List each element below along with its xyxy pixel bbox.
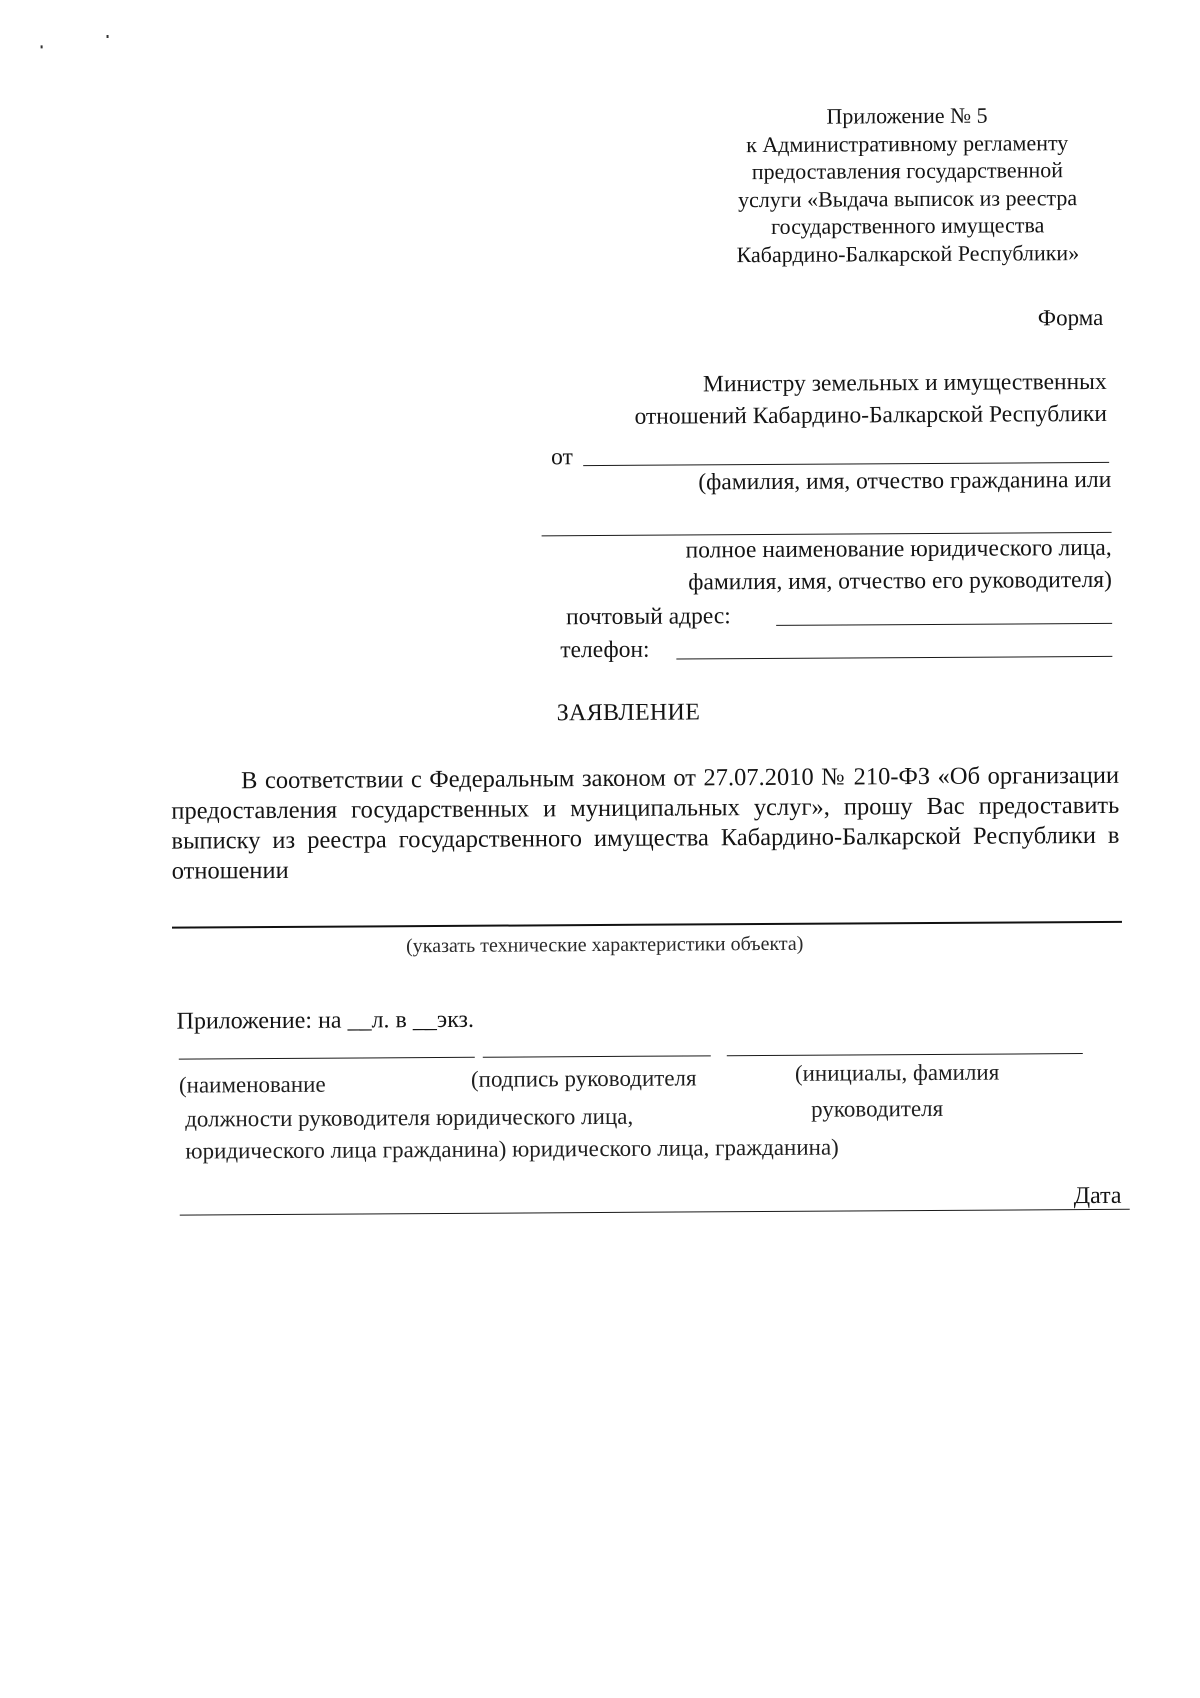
statement-body bbox=[171, 761, 1120, 887]
object-hint: (указать технические характеристики объекта) bbox=[406, 932, 804, 958]
object-characteristics-line[interactable] bbox=[172, 921, 1122, 929]
applicant-hint-1: (фамилия, имя, отчество гражданина или bbox=[698, 466, 1112, 496]
from-label: от bbox=[551, 444, 573, 471]
signature-caption-name-line2: руководителя bbox=[811, 1095, 944, 1122]
name-signature-line[interactable] bbox=[727, 1053, 1083, 1056]
statement-paragraph: В соответствии с Федеральным законом от 27.07.2010 № 210-ФЗ «Об организации предоставления государственных и муниципальных услуг», прошу Вас предоставить выписку из реестра государственного имущества Кабардино-Балкарской Республики в отношении bbox=[171, 761, 1120, 885]
from-field-line[interactable] bbox=[583, 462, 1109, 466]
signature-caption-position: (наименование bbox=[178, 1071, 326, 1098]
scan-speck bbox=[107, 35, 109, 38]
appendix-line: Кабардино-Балкарской Республики» bbox=[736, 239, 1080, 267]
signature-caption-signature: (подпись руководителя bbox=[470, 1065, 697, 1092]
form-label: Форма bbox=[1037, 304, 1104, 331]
attachment-line: Приложение: на __л. в __экз. bbox=[176, 1006, 475, 1035]
appendix-line: Приложение № 5 bbox=[826, 102, 988, 129]
appendix-line: предоставления государственной bbox=[751, 157, 1064, 185]
addressee-line-2: отношений Кабардино-Балкарской Республики bbox=[634, 400, 1107, 430]
signature-caption-name: (инициалы, фамилия bbox=[794, 1059, 1000, 1086]
postal-address-line[interactable] bbox=[776, 623, 1112, 626]
appendix-line: государственного имущества bbox=[771, 212, 1045, 239]
applicant-hint-3: фамилия, имя, отчество его руководителя) bbox=[688, 566, 1112, 596]
signature-caption-position-line2: должности руководителя юридического лица, bbox=[185, 1103, 634, 1132]
statement-title: ЗАЯВЛЕНИЕ bbox=[556, 699, 701, 727]
appendix-header bbox=[697, 101, 1118, 269]
appendix-line: услуги «Выдача выписок из реестра bbox=[737, 184, 1078, 212]
date-line[interactable] bbox=[180, 1209, 1130, 1216]
signature-caption-line3: юридического лица гражданина) юридического лица, гражданина) bbox=[185, 1134, 839, 1164]
date-label: Дата bbox=[1073, 1182, 1122, 1210]
scan-speck bbox=[41, 45, 43, 48]
appendix-line: к Административному регламенту bbox=[746, 129, 1069, 157]
addressee-line-1: Министру земельных и имущественных bbox=[702, 368, 1107, 398]
position-signature-line[interactable] bbox=[179, 1057, 475, 1060]
phone-line[interactable] bbox=[676, 656, 1112, 660]
postal-label: почтовый адрес: bbox=[566, 603, 731, 631]
signature-line[interactable] bbox=[483, 1055, 711, 1057]
applicant-hint-2: полное наименование юридического лица, bbox=[685, 534, 1112, 564]
phone-label: телефон: bbox=[560, 636, 650, 664]
